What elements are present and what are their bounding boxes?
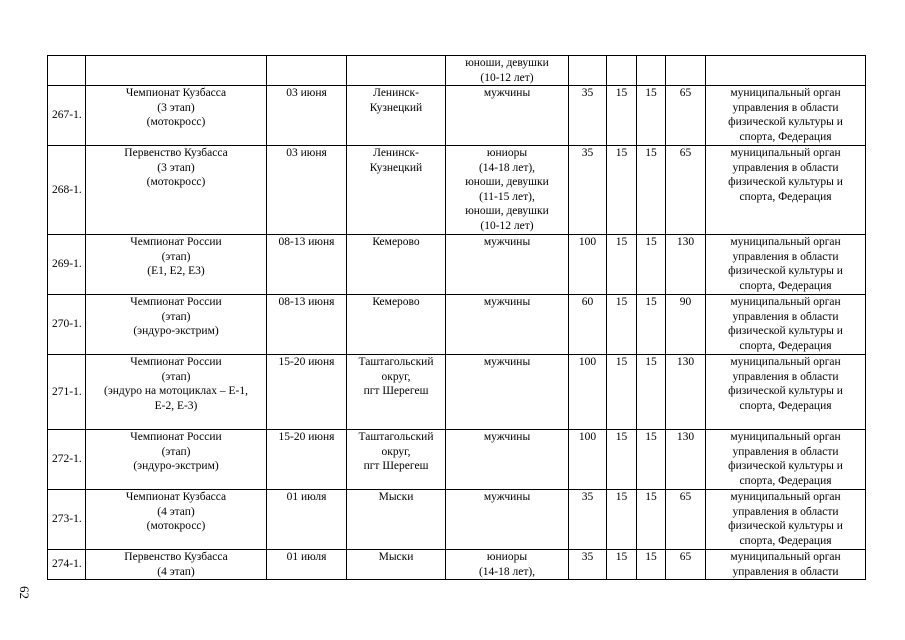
officials-count-cell: 15 [637,490,666,550]
event-name-cell: Первенство Кузбасса (4 этап) [86,550,267,580]
row-number-cell: 267-1. [48,86,86,146]
event-name-cell: Чемпионат России (этап) (Е1, Е2, Е3) [86,235,267,295]
date-cell: 03 июня [267,146,347,235]
organizer-cell: муниципальный орган управления в области физической культуры и спорта, Федерация [706,235,866,295]
event-name-cell: Чемпионат России (этап) (эндуро-экстрим) [86,430,267,490]
venue-cell: Мыски [347,550,446,580]
table-row [48,235,866,295]
total-count-cell [666,56,706,86]
venue-cell: Ленинск- Кузнецкий [347,146,446,235]
date-cell: 15-20 июня [267,430,347,490]
organizer-cell: муниципальный орган управления в области физической культуры и спорта, Федерация [706,355,866,430]
judges-count-cell: 15 [607,235,637,295]
date-cell: 08-13 июня [267,295,347,355]
table-row [48,56,866,86]
total-count-cell: 65 [666,550,706,580]
judges-count-cell: 15 [607,146,637,235]
event-name-cell [86,56,267,86]
participants-count-cell: 100 [569,430,607,490]
venue-cell: Кемерово [347,295,446,355]
row-number-cell [48,56,86,86]
officials-count-cell: 15 [637,295,666,355]
participants-count-cell: 35 [569,550,607,580]
participants-cell: мужчины [446,86,569,146]
participants-cell: мужчины [446,430,569,490]
officials-count-cell: 15 [637,430,666,490]
participants-count-cell [569,56,607,86]
judges-count-cell: 15 [607,550,637,580]
total-count-cell: 130 [666,355,706,430]
venue-cell: Ленинск- Кузнецкий [347,86,446,146]
event-name-cell: Первенство Кузбасса (3 этап) (мотокросс) [86,146,267,235]
table-row [48,295,866,355]
table-row [48,490,866,550]
officials-count-cell: 15 [637,86,666,146]
venue-cell [347,56,446,86]
judges-count-cell [607,56,637,86]
venue-cell: Таштагольский округ, пгт Шерегеш [347,355,446,430]
total-count-cell: 65 [666,146,706,235]
officials-count-cell: 15 [637,355,666,430]
table-row [48,355,866,430]
row-number-cell: 273-1. [48,490,86,550]
date-cell: 03 июня [267,86,347,146]
participants-cell: мужчины [446,355,569,430]
officials-count-cell: 15 [637,235,666,295]
judges-count-cell: 15 [607,295,637,355]
judges-count-cell: 15 [607,355,637,430]
participants-cell: мужчины [446,235,569,295]
officials-count-cell: 15 [637,146,666,235]
table-row [48,146,866,235]
schedule-table [47,55,866,580]
row-number-cell: 271-1. [48,355,86,430]
table-row [48,430,866,490]
participants-count-cell: 100 [569,355,607,430]
date-cell: 01 июля [267,550,347,580]
organizer-cell: муниципальный орган управления в области физической культуры и спорта, Федерация [706,490,866,550]
table-row [48,86,866,146]
total-count-cell: 90 [666,295,706,355]
judges-count-cell: 15 [607,86,637,146]
participants-cell: юниоры (14-18 лет), [446,550,569,580]
date-cell: 15-20 июня [267,355,347,430]
participants-cell: мужчины [446,490,569,550]
venue-cell: Таштагольский округ, пгт Шерегеш [347,430,446,490]
total-count-cell: 130 [666,430,706,490]
row-number-cell: 270-1. [48,295,86,355]
total-count-cell: 65 [666,86,706,146]
row-number-cell: 272-1. [48,430,86,490]
organizer-cell: муниципальный орган управления в области [706,550,866,580]
event-name-cell: Чемпионат Кузбасса (3 этап) (мотокросс) [86,86,267,146]
judges-count-cell: 15 [607,430,637,490]
organizer-cell [706,56,866,86]
organizer-cell: муниципальный орган управления в области физической культуры и спорта, Федерация [706,430,866,490]
participants-count-cell: 35 [569,146,607,235]
participants-count-cell: 60 [569,295,607,355]
participants-count-cell: 100 [569,235,607,295]
venue-cell: Мыски [347,490,446,550]
page-number: 62 [17,586,32,599]
officials-count-cell [637,56,666,86]
date-cell: 08-13 июня [267,235,347,295]
officials-count-cell: 15 [637,550,666,580]
judges-count-cell: 15 [607,490,637,550]
participants-cell: юниоры (14-18 лет), юноши, девушки (11-15 лет), юноши, девушки (10-12 лет) [446,146,569,235]
table-row [48,550,866,580]
event-name-cell: Чемпионат России (этап) (эндуро-экстрим) [86,295,267,355]
participants-cell: юноши, девушки (10-12 лет) [446,56,569,86]
total-count-cell: 130 [666,235,706,295]
venue-cell: Кемерово [347,235,446,295]
row-number-cell: 268-1. [48,146,86,235]
event-name-cell: Чемпионат Кузбасса (4 этап) (мотокросс) [86,490,267,550]
participants-count-cell: 35 [569,490,607,550]
row-number-cell: 269-1. [48,235,86,295]
organizer-cell: муниципальный орган управления в области физической культуры и спорта, Федерация [706,86,866,146]
organizer-cell: муниципальный орган управления в области физической культуры и спорта, Федерация [706,146,866,235]
row-number-cell: 274-1. [48,550,86,580]
participants-count-cell: 35 [569,86,607,146]
total-count-cell: 65 [666,490,706,550]
date-cell: 01 июля [267,490,347,550]
participants-cell: мужчины [446,295,569,355]
event-name-cell: Чемпионат России (этап) (эндуро на мотоциклах – Е-1, Е-2, Е-3) [86,355,267,430]
date-cell [267,56,347,86]
organizer-cell: муниципальный орган управления в области физической культуры и спорта, Федерация [706,295,866,355]
